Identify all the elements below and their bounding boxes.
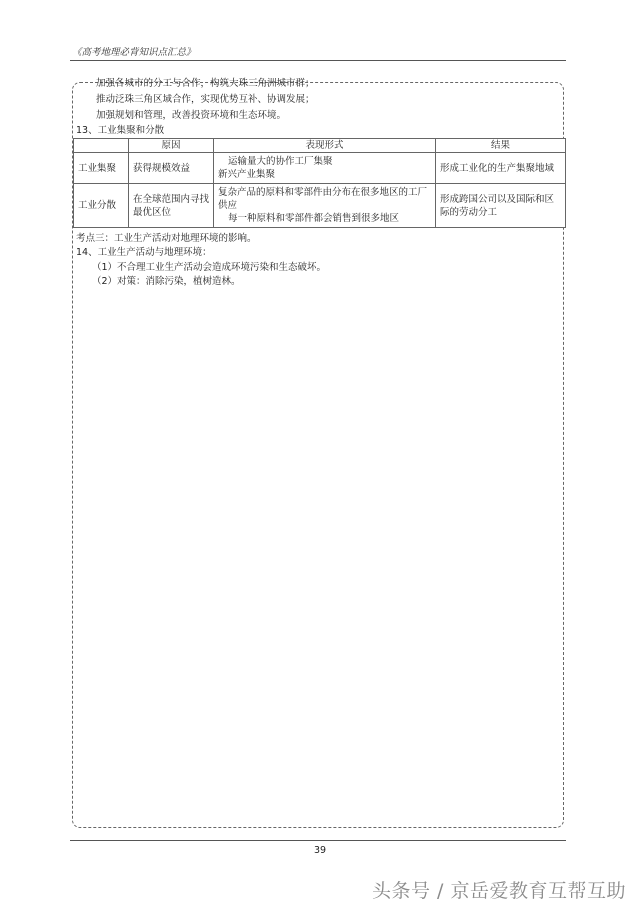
form-item: 复杂产品的原料和零部件由分布在很多地区的工厂供应: [218, 187, 428, 211]
kaodian3-line: 考点三：工业生产活动对地理环境的影响。: [76, 233, 257, 244]
table-header-cell: [74, 139, 129, 153]
table-header-row: [74, 139, 566, 153]
industry-comparison-table: [73, 138, 566, 228]
table-row: [74, 153, 566, 184]
form-item: 运输量大的协作工厂集聚: [228, 156, 333, 167]
footer-rule: [70, 840, 566, 841]
row-forms-cell: [214, 184, 436, 228]
section13-title: 13、工业集聚和分散: [76, 125, 165, 136]
document-header-title: 《高考地理必背知识点汇总》: [72, 47, 196, 58]
form-item: 新兴产业集聚: [218, 169, 276, 180]
row-result-cell: 形成工业化的生产集聚地域: [436, 153, 566, 184]
intro-line-3: 加强规划和管理，改善投资环境和生态环境。: [96, 110, 287, 121]
form-item: 每一种原料和零部件都会销售到很多地区: [228, 213, 400, 224]
table-header-cell: 原因: [129, 139, 214, 153]
table-header-cell: 表现形式: [214, 139, 436, 153]
section14-title: 14、工业生产活动与地理环境：: [76, 247, 212, 258]
section14-item-1: （1）不合理工业生产活动会造成环境污染和生态破坏。: [92, 262, 327, 273]
table-header-cell: 结果: [436, 139, 566, 153]
section14-item-2: （2）对策：消除污染，植树造林。: [92, 276, 241, 287]
intro-line-2: 推动泛珠三角区域合作，实现优势互补、协调发展；: [96, 94, 315, 105]
intro-line-1: 加强各城市的分工与合作，构筑大珠三角洲城市群；: [96, 78, 315, 89]
row-name-cell: 工业集聚: [74, 153, 129, 184]
row-name-cell: 工业分散: [74, 184, 129, 228]
page-number: 39: [313, 845, 327, 856]
row-reason-cell: 获得规模效益: [129, 153, 214, 184]
row-forms-cell: [214, 153, 436, 184]
table-row: [74, 184, 566, 228]
row-reason-cell: 在全球范围内寻找最优区位: [129, 184, 214, 228]
watermark-text: 头条号 / 京岳爱教育互帮互助: [372, 880, 626, 902]
header-rule: [70, 60, 566, 61]
row-result-cell: 形成跨国公司以及国际和区际的劳动分工: [436, 184, 566, 228]
